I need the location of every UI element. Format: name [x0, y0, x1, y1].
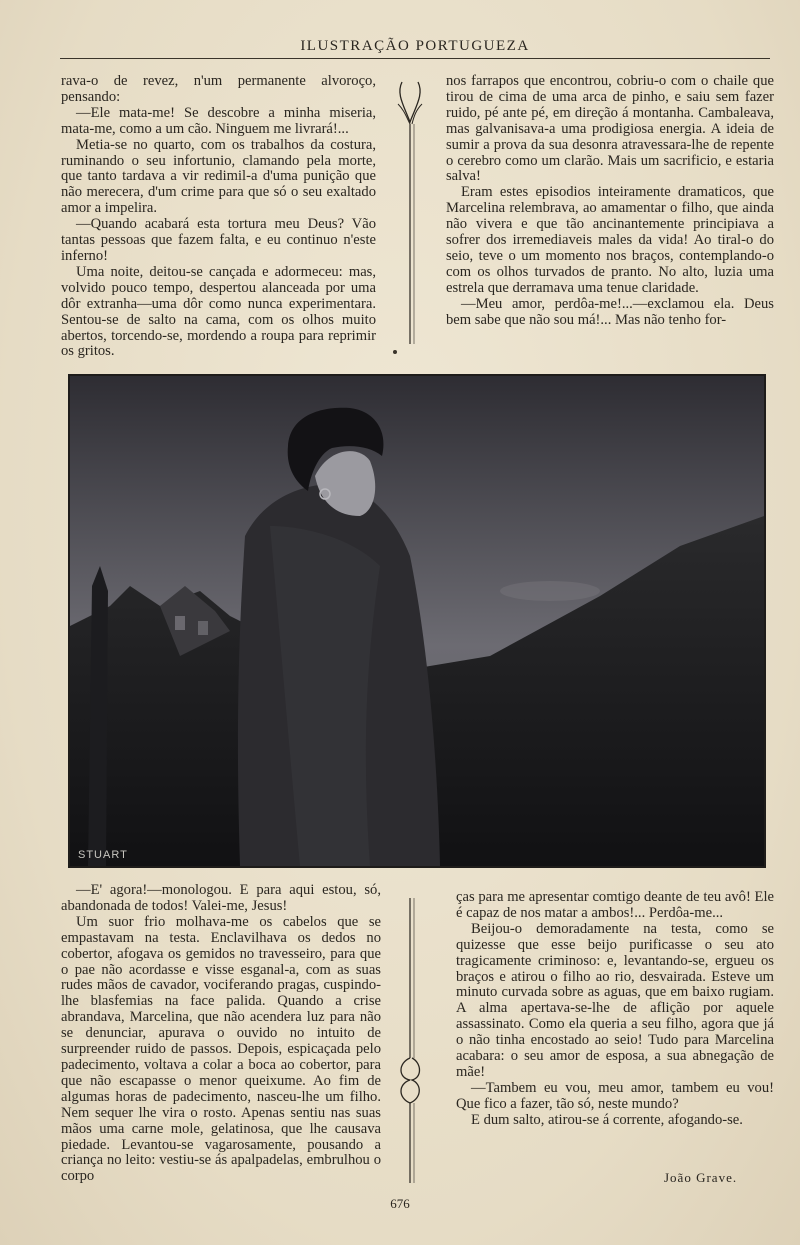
paragraph: —E' agora!—monologou. E para aqui estou, só, abandonada de todos! Valei-me, Jesus! — [61, 882, 381, 914]
paragraph: ças para me apresentar comtigo deante de teu avô! Ele é capaz de nos matar a ambos!... Perdôa-me... — [456, 889, 774, 921]
illustration-woman-at-night — [68, 374, 766, 868]
paragraph: —Meu amor, perdôa-me!...—exclamou ela. Deus bem sabe que não sou má!... Mas não tenho for- — [446, 295, 774, 328]
column-divider-ornament — [390, 74, 430, 349]
top-right-column — [446, 74, 774, 329]
paragraph: —Tambem eu vou, meu amor, tambem eu vou! Que fico a fazer, tão só, neste mundo? — [456, 1079, 774, 1112]
painting — [70, 376, 764, 866]
paragraph: —Ele mata-me! Se descobre a minha miseria, mata-me, como a um cão. Ninguem me livrará!... — [61, 104, 376, 137]
page-number: 676 — [390, 1196, 410, 1211]
ornament-dot — [393, 350, 397, 354]
header-rule — [60, 58, 770, 59]
paragraph: E dum salto, atirou-se á corrente, afogando-se. — [471, 1111, 743, 1128]
paragraph: rava-o de revez, n'um permanente alvoroço, pensando: — [61, 73, 376, 105]
paragraph: Eram estes episodios inteiramente dramaticos, que Marcelina relembrava, ao amamentar o filho, que ainda não vivera e que tão ancinantemente principiava a sofrer dos irremediaveis males da vida! Ao tiral-o do seio, teve o um momento nos braços, contemplando-o com os olhos turvados de pranto. No alto, luzia uma estrela que derramava uma tenue claridade. — [446, 184, 774, 296]
paragraph: —Quando acabará esta tortura meu Deus? Vão tantas pessoas que fazem falta, e eu continuo n'este inferno! — [61, 216, 376, 264]
paragraph: Beijou-o demoradamente na testa, como se quizesse que esse beijo purificasse o seu ato tragicamente criminoso: e, levantando-se, ergueu os braços e atirou o filho ao rio, desvairada. Esteve um minuto curvada sobre as aguas, que em baixo rugiam. A alma apertava-se-lhe de aflição por aquele assassinato. Como ela queria a seu filho, agora que já o não tinha encostado ao seio! Tudo para Marcelina acabara: o seu amor de esposa, a sua abnegação de mãe! — [456, 920, 774, 1080]
paragraph: Metia-se no quarto, com os trabalhos da costura, ruminando o seu infortunio, clamando pela morte, que tanto tardava a vir redimil-a d'uma punição que não merecera, d'um crime para que só o seu exaltado amor a impelira. — [61, 136, 376, 217]
author-signature: João Grave. — [664, 1170, 738, 1185]
paragraph: nos farrapos que encontrou, cobriu-o com o chaile que tirou de cima de uma arca de pinho, e saiu sem fazer ruido, pé ante pé, em direção á montanha. Cambaleava, mas galvanisava-a uma prodigiosa energia. A ideia de sumir a prova da sua desonra atravessara-lhe de repente o cerebro como um clarão. Mais um sacrificio, e estaria salva! — [446, 73, 774, 185]
top-left-column — [61, 74, 376, 360]
column-divider-ornament — [390, 898, 430, 1188]
artist-signature: STUART — [78, 849, 128, 861]
bottom-right-column — [456, 890, 774, 1129]
running-header: ILUSTRAÇÃO PORTUGUEZA — [300, 38, 530, 54]
bottom-left-column — [61, 883, 381, 1185]
paragraph: Um suor frio molhava-me os cabelos que se empastavam na testa. Enclavilhava os dedos no cobertor, afogava os gemidos no travesseiro, para que o pae não acordasse e visse esganal-a, com as suas rudes mãos de cavador, vociferando pragas, cuspindo-lhe blasfemias na face palida. Quando a crise abrandava, Marcelina, que não acendera luz para não se denunciar, apurava o ouvido no intuito de surpreender ruido de passos. Depois, espicaçada pelo padecimento, voltava a colar a boca ao cobertor, para que não escapasse o menor queixume. Ao fim de algumas horas de padecimento, nasceu-lhe um filho. Nem sequer lhe vira o rosto. Apenas sentiu nas suas mãos uma carne mole, gelatinosa, que lhe causava piedade. Levantou-se vagarosamente, pousando a criança no leito: vestiu-se ás apalpadelas, embrulhou o corpo — [61, 913, 381, 1185]
paragraph: Uma noite, deitou-se cançada e adormeceu: mas, volvido pouco tempo, despertou alanceada por uma dôr extranha—uma dôr como nunca experimentara. Sentou-se de salto na cama, com os olhos muito abertos, torcendo-se, mordendo a roupa para reprimir os gritos. — [61, 263, 376, 360]
